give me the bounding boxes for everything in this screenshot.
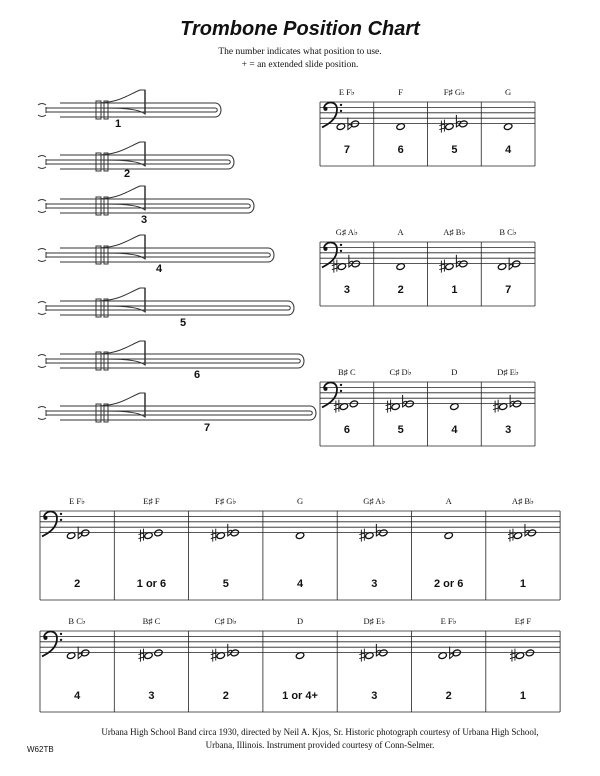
position-number: 3: [148, 690, 155, 702]
hand-brace-2: [104, 352, 108, 370]
grid-3: [320, 367, 535, 446]
trombone-position-label: 5: [179, 317, 187, 329]
trombone-position-label: 3: [140, 214, 148, 226]
page-title: Trombone Position Chart: [180, 18, 420, 40]
position-number: 1: [519, 578, 527, 590]
note-name: D♯ E♭: [497, 367, 519, 377]
bell: [96, 186, 145, 210]
mouthpiece: [38, 156, 46, 169]
note-name: E♯ F: [143, 496, 160, 506]
note-name: B C♭: [499, 227, 517, 237]
position-number: 2: [397, 284, 404, 296]
trombone-diagrams: [38, 90, 316, 434]
mouthpiece: [38, 104, 46, 117]
bass-clef-dot: [324, 387, 328, 391]
position-number: 4: [505, 144, 512, 156]
mouthpiece: [38, 302, 46, 315]
hand-brace-2: [104, 197, 108, 215]
trombone-position-label: 1: [114, 118, 122, 130]
hand-brace: [96, 352, 101, 370]
bass-clef-dot-upper: [60, 633, 62, 635]
slide-crook-inner: [298, 359, 300, 363]
note-name: D♯ E♭: [363, 616, 386, 626]
note-name: E F♭: [440, 616, 457, 626]
position-number: 7: [343, 144, 350, 156]
position-number: 4: [296, 578, 304, 590]
bell: [96, 393, 145, 417]
trombone-position-label: 6: [193, 369, 201, 381]
position-number: 5: [451, 144, 458, 156]
hand-brace: [96, 153, 101, 171]
note-name: E♯ F: [514, 616, 532, 626]
hand-brace: [96, 197, 101, 215]
catalog-code: W62TB: [27, 745, 54, 754]
position-grids: [40, 87, 560, 712]
slide-crook: [215, 103, 221, 117]
trombone-6: [38, 341, 304, 381]
note-name: E F♭: [338, 87, 355, 97]
position-number: 7: [505, 284, 512, 296]
mouthpiece: [38, 355, 46, 368]
trombone-7: [38, 393, 316, 434]
trombone-position-label: 7: [203, 422, 211, 434]
grid-4: [40, 496, 560, 600]
note-name: D: [296, 616, 304, 626]
bass-clef-dot-lower: [340, 390, 342, 392]
note-name: D: [451, 367, 458, 377]
bass-clef-dot-upper: [60, 513, 62, 515]
footer-line-2: Urbana, Illinois. Instrument provided courtesy of Conn-Selmer.: [205, 740, 435, 750]
bass-clef-dot-lower: [60, 639, 62, 641]
note-name: F: [398, 87, 403, 97]
slide-crook: [248, 199, 254, 213]
slide-crook-inner: [288, 306, 290, 310]
trombone-2: [38, 142, 234, 180]
bass-clef-dot: [324, 247, 328, 251]
position-number: 1: [519, 690, 527, 702]
grid-5: [40, 616, 560, 712]
mouthpiece: [38, 407, 46, 420]
subtitle-line-2: + = an extended slide position.: [241, 60, 359, 70]
position-number: 3: [505, 424, 512, 436]
note-name: C♯ D♭: [214, 616, 237, 626]
hand-brace-2: [104, 101, 108, 119]
note-name: C♯ D♭: [389, 367, 412, 377]
position-number: 6: [343, 424, 350, 436]
trombone-4: [38, 235, 274, 275]
bass-clef-dot-lower: [340, 250, 342, 252]
note-name: G♯ A♭: [363, 496, 386, 506]
slide-crook-inner: [215, 108, 217, 112]
hand-brace: [96, 246, 101, 264]
note-name: E F♭: [69, 496, 86, 506]
bass-clef-dot-lower: [60, 519, 62, 521]
note-name: A♯ B♭: [511, 496, 535, 506]
hand-brace: [96, 404, 101, 422]
trombone-5: [38, 288, 294, 329]
slide-crook-inner: [268, 253, 270, 257]
slide-crook: [298, 354, 304, 368]
footer-line-1: Urbana High School Band circa 1930, directed by Neil A. Kjos, Sr. Historic photograph courtesy of Urbana High School,: [101, 727, 539, 737]
note-name: A: [445, 496, 452, 506]
note-name: B♯ C: [338, 367, 356, 377]
bass-clef-dot: [44, 516, 48, 520]
position-number: 2: [222, 690, 229, 702]
note-name: G: [505, 87, 512, 97]
position-number: 4: [451, 424, 458, 436]
slide-crook: [268, 248, 274, 262]
slide-crook-inner: [248, 204, 250, 208]
position-number: 1: [451, 284, 458, 296]
note-name: F♯ G♭: [443, 87, 465, 97]
position-number: 3: [343, 284, 350, 296]
bell: [96, 90, 145, 114]
position-number: 2: [74, 578, 81, 590]
position-number: 1 or 6: [136, 578, 167, 590]
position-number: 5: [397, 424, 404, 436]
position-number: 1 or 4+: [282, 690, 318, 702]
position-number: 4: [74, 690, 81, 702]
bell: [96, 288, 145, 312]
note-name: A♯ B♭: [443, 227, 466, 237]
bell: [96, 235, 145, 259]
slide-crook: [288, 301, 294, 315]
note-name: B C♭: [68, 616, 86, 626]
trombone-3: [38, 186, 254, 226]
position-number: 3: [371, 578, 378, 590]
bass-clef-dot-lower: [340, 110, 342, 112]
position-number: 2 or 6: [433, 578, 464, 590]
grid-1: [320, 87, 535, 166]
hand-brace: [96, 299, 101, 317]
hand-brace-2: [104, 153, 108, 171]
bass-clef-dot: [324, 107, 328, 111]
note-name: B♯ C: [142, 616, 161, 626]
position-number: 3: [371, 690, 378, 702]
trombone-position-label: 4: [155, 263, 163, 275]
position-number: 6: [397, 144, 404, 156]
hand-brace-2: [104, 299, 108, 317]
hand-brace: [96, 101, 101, 119]
bass-clef-dot-upper: [340, 104, 342, 106]
note-name: A: [397, 227, 404, 237]
slide-crook-inner: [228, 160, 230, 164]
slide-crook: [228, 155, 234, 169]
position-number: 2: [445, 690, 452, 702]
mouthpiece: [38, 200, 46, 213]
bass-clef-dot-upper: [340, 384, 342, 386]
position-number: 5: [222, 578, 229, 590]
bass-clef-dot: [44, 636, 48, 640]
slide-crook: [310, 406, 316, 420]
note-name: F♯ G♭: [215, 496, 237, 506]
bass-clef-dot-upper: [340, 244, 342, 246]
trombone-position-label: 2: [123, 168, 131, 180]
mouthpiece: [38, 249, 46, 262]
bell: [96, 341, 145, 365]
note-name: G♯ A♭: [335, 227, 358, 237]
grid-2: [320, 227, 535, 306]
hand-brace-2: [104, 246, 108, 264]
slide-crook-inner: [310, 411, 312, 415]
bell: [96, 142, 145, 166]
trombone-1: [38, 90, 221, 130]
subtitle-line-1: The number indicates what position to use.: [218, 47, 382, 57]
hand-brace-2: [104, 404, 108, 422]
note-name: G: [296, 496, 304, 506]
